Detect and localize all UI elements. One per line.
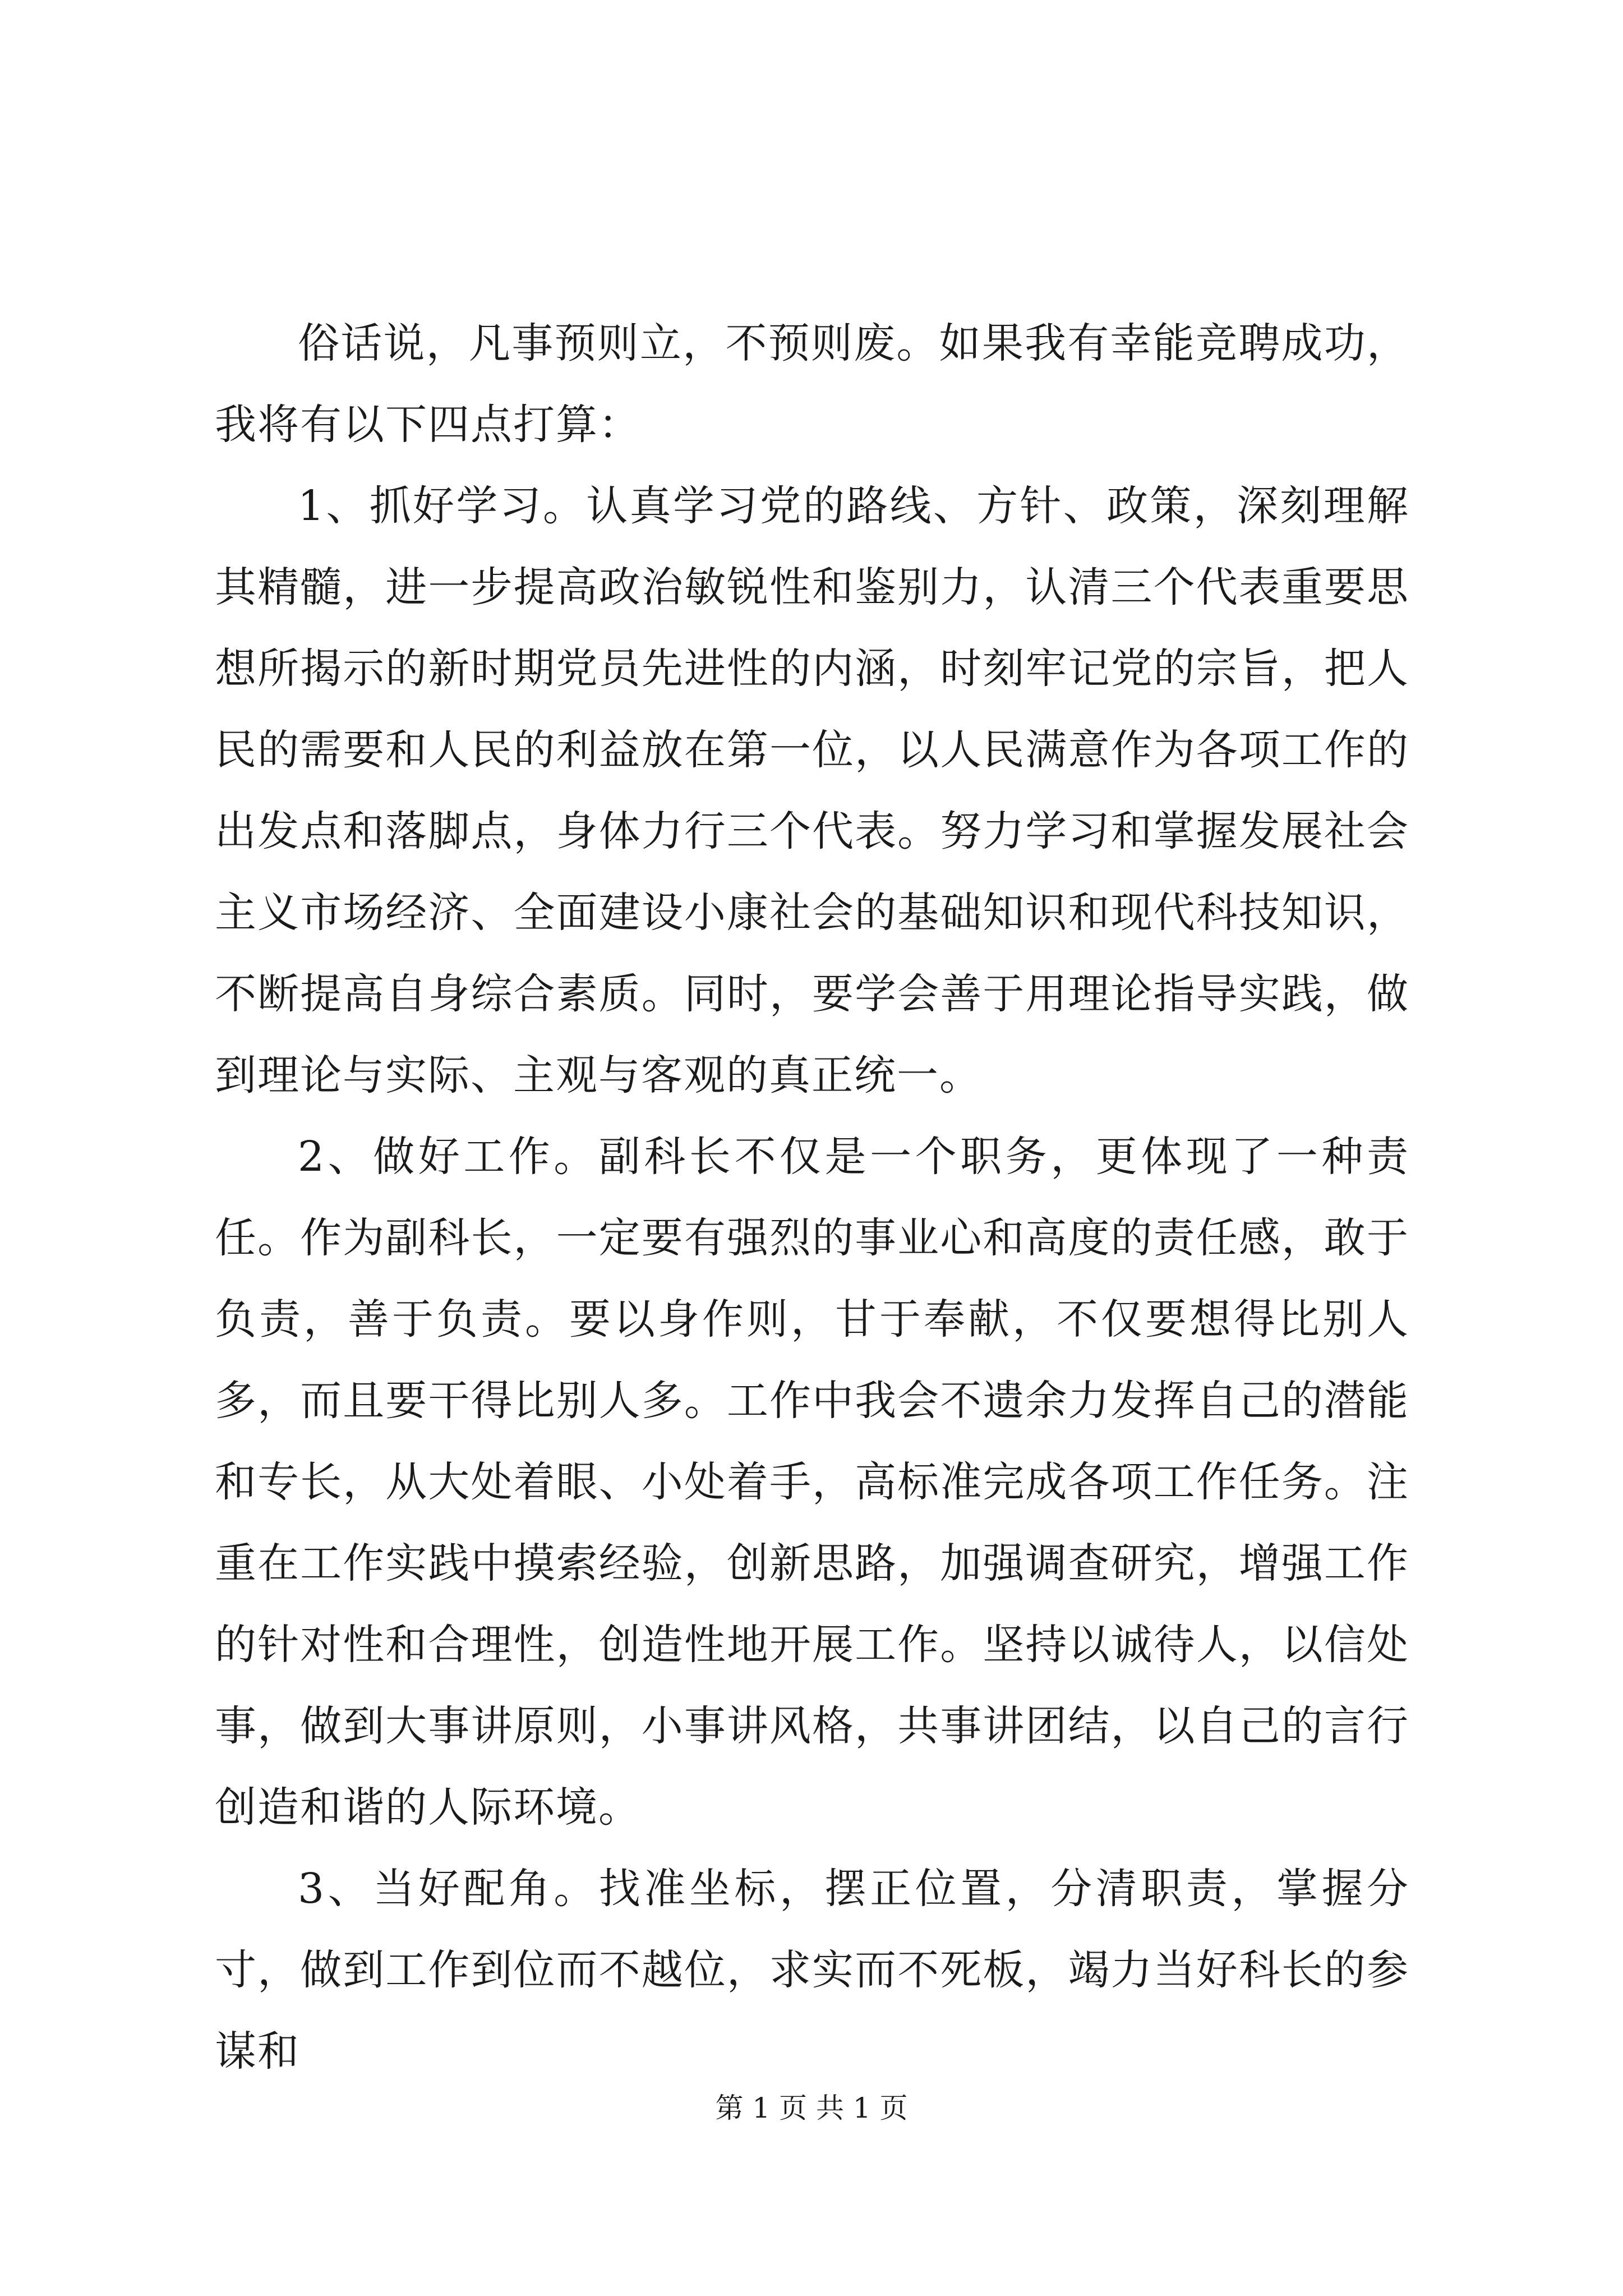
document-body xyxy=(215,303,1409,2092)
paragraph-study: 1、抓好学习。认真学习党的路线、方针、政策，深刻理解其精髓，进一步提高政治敏锐性和鉴别力，认清三个代表重要思想所揭示的新时期党员先进性的内涵，时刻牢记党的宗旨，把人民的需要和人民的利益放在第一位，以人民满意作为各项工作的出发点和落脚点，身体力行三个代表。努力学习和掌握发展社会主义市场经济、全面建设小康社会的基础知识和现代科技知识，不断提高自身综合素质。同时，要学会善于用理论指导实践，做到理论与实际、主观与客观的真正统一。 xyxy=(215,482,1409,1099)
page-footer: 第 1 页 共 1 页 xyxy=(715,2092,908,2124)
paragraph-work: 2、做好工作。副科长不仅是一个职务，更体现了一种责任。作为副科长，一定要有强烈的事业心和高度的责任感，敢于负责，善于负责。要以身作则，甘于奉献，不仅要想得比别人多，而且要干得比别人多。工作中我会不遗余力发挥自己的潜能和专长，从大处着眼、小处着手，高标准完成各项工作任务。注重在工作实践中摸索经验，创新思路，加强调查研究，增强工作的针对性和合理性，创造性地开展工作。坚持以诚待人，以信处事，做到大事讲原则，小事讲风格，共事讲团结，以自己的言行创造和谐的人际环境。 xyxy=(215,1133,1409,1832)
paragraph-supporting-role: 3、当好配角。找准坐标，摆正位置，分清职责，掌握分寸，做到工作到位而不越位，求实而不死板，竭力当好科长的参谋和 xyxy=(215,1865,1409,2076)
paragraph-intro: 俗话说，凡事预则立，不预则废。如果我有幸能竞聘成功，我将有以下四点打算： xyxy=(215,319,1409,449)
